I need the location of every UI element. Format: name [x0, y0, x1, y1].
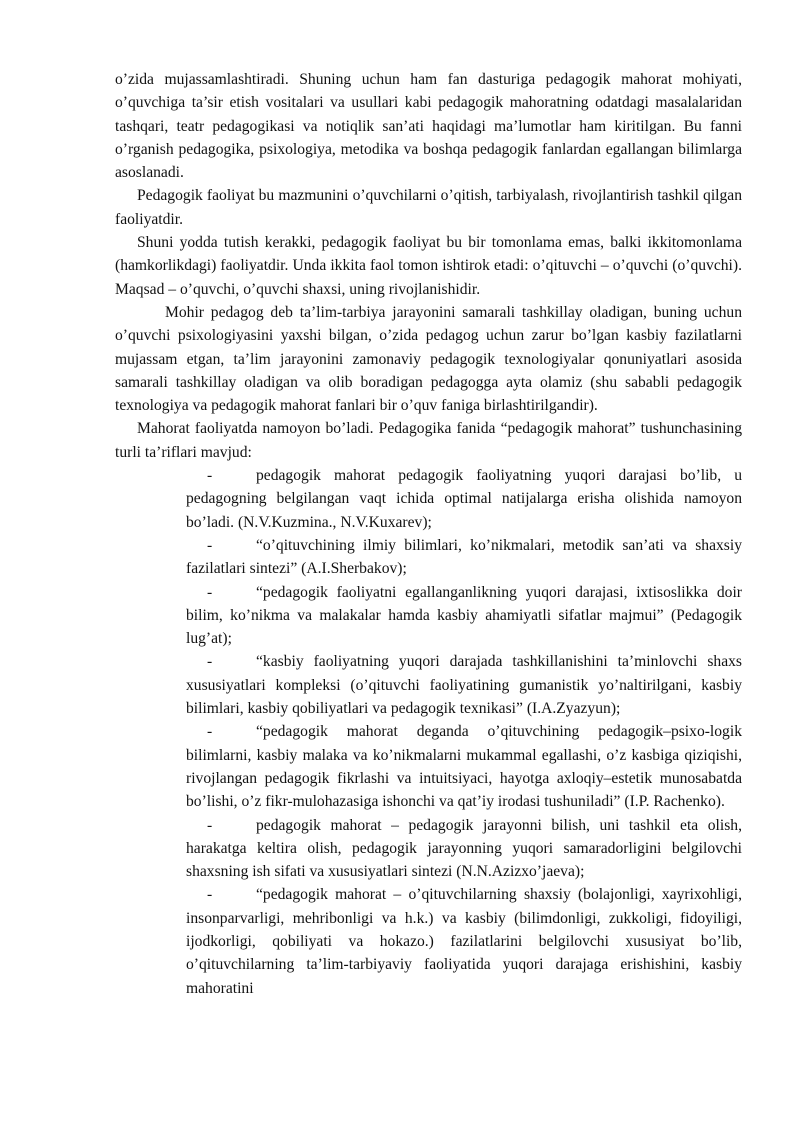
list-marker: -: [207, 467, 213, 485]
list-marker: -: [207, 816, 213, 834]
list-item: [186, 814, 742, 884]
paragraph-2: Pedagogik faoliyat bu mazmunini o’quvchilarni o’qitish, tarbiyalash, rivojlantirish tashkil qilgan faoliyatdir.: [115, 187, 742, 228]
list-marker: -: [207, 536, 213, 554]
list-item-text: “kasbiy faoliyatning yuqori darajada tashkillanishini ta’minlovchi shaxs xususiyatlari kompleksi (o’qituvchi faoliyatining gumanistik yo’naltirilgani, kasbiy bilimlari, kasbiy qobiliyatlari va pedagogik texnikasi” (I.A.Zyazyun);: [186, 653, 742, 718]
paragraph-3: Shuni yodda tutish kerakki, pedagogik faoliyat bu bir tomonlama emas, balki ikkitomonlama (hamkorlikdagi) faoliyatdir. Unda ikkita faol tomon ishtirok etadi: o’qituvchi – o’quvchi (o’quvchi). Maqsad – o’quvchi, o’quvchi shaxsi, uning rivojlanishidir.: [115, 234, 742, 298]
list-marker: -: [207, 723, 213, 741]
list-item-text: “o’qituvchining ilmiy bilimlari, ko’nikmalari, metodik san’ati va shaxsiy fazilatlari sintezi” (A.I.Sherbakov);: [186, 536, 742, 578]
list-item: [186, 720, 742, 813]
paragraph-1: o’zida mujassamlashtiradi. Shuning uchun ham fan dasturiga pedagogik mahorat mohiyati, o’quvchiga ta’sir etish vositalari va usullari kabi pedagogik mahoratning odatdagi masalalaridan tashqari, teatr pedagogikasi va notiqlik san’ati haqidagi ma’lumotlar ham kiritilgan. Bu fanni o’rganish pedagogika, psixologiya, metodika va boshqa pedagogik fanlardan egallangan bilimlarga asoslanadi.: [115, 71, 742, 182]
list-item-text: “pedagogik mahorat deganda o’qituvchining pedagogik–psixo-logik bilimlarni, kasbiy malaka va ko’nikmalarni mukammal egallashi, o’z kasbiga qiziqishi, rivojlangan pedagogik fikrlashi va intuitsiyaci, hayotga axloqiy–estetik munosabatda bo’lishi, o’z fikr-mulohazasiga ishonchi va qat’iy irodasi tushuniladi” (I.P. Rachenko).: [186, 723, 742, 811]
list-marker: -: [207, 653, 213, 671]
list-item-text: “pedagogik faoliyatni egallanganlikning yuqori darajasi, ixtisoslikka doir bilim, ko’nikma va malakalar hamda kasbiy ahamiyatli sifatlar majmui” (Pedagogik lug’at);: [186, 583, 742, 648]
list-item-text: “pedagogik mahorat – o’qituvchilarning shaxsiy (bolajonligi, xayrixohligi, insonparvarligi, mehribonligi va h.k.) va kasbiy (bilimdonligi, zukkoligi, fidoyiligi, ijodkorligi, qobiliyati va hokazo.) fazilatlarini belgilovchi xususiyat bo’lib, o’qituvchilarning ta’lim-tarbiyaviy faoliyatida yuqori darajaga erishishini, kasbiy mahoratini: [186, 886, 742, 997]
list-item: [186, 534, 742, 581]
list-item-text: pedagogik mahorat – pedagogik jarayonni bilish, uni tashkil eta olish, harakatga keltira olish, pedagogik jarayonning yuqori samaradorligini belgilovchi shaxsning ish sifati va xususiyatlari sintezi (N.N.Azizxo’jaeva);: [186, 816, 742, 881]
list-item: [186, 464, 742, 534]
list-item: [186, 581, 742, 651]
definitions-list: [115, 464, 742, 1000]
paragraph-4: Mohir pedagog deb ta’lim-tarbiya jarayonini samarali tashkillay oladigan, buning uchun o’quvchi psixologiyasini yaxshi bilgan, o’zida pedagog uchun zarur bo’lgan kasbiy fazilatlarni mujassam etgan, ta’lim jarayonini zamonaviy pedagogik texnologiyalar qonuniyatlari asosida samarali tashkillay oladigan va olib boradigan pedagogga ayta olamiz (shu sababli pedagogik texnologiya va pedagogik mahorat fanlari bir o’quv faniga birlashtirilgandir).: [115, 303, 742, 415]
document-page: [115, 68, 742, 1000]
list-item: [186, 650, 742, 720]
list-marker: -: [207, 886, 213, 904]
list-item: [186, 883, 742, 999]
list-item-text: pedagogik mahorat pedagogik faoliyatning yuqori darajasi bo’lib, u pedagogning belgilangan vaqt ichida optimal natijalarga erisha olishida namoyon bo’ladi. (N.V.Kuzmina., N.V.Kuxarev);: [186, 467, 742, 531]
paragraph-5: Mahorat faoliyatda namoyon bo’ladi. Pedagogika fanida “pedagogik mahorat” tushunchasining turli ta’riflari mavjud:: [115, 420, 742, 461]
list-marker: -: [207, 583, 213, 601]
